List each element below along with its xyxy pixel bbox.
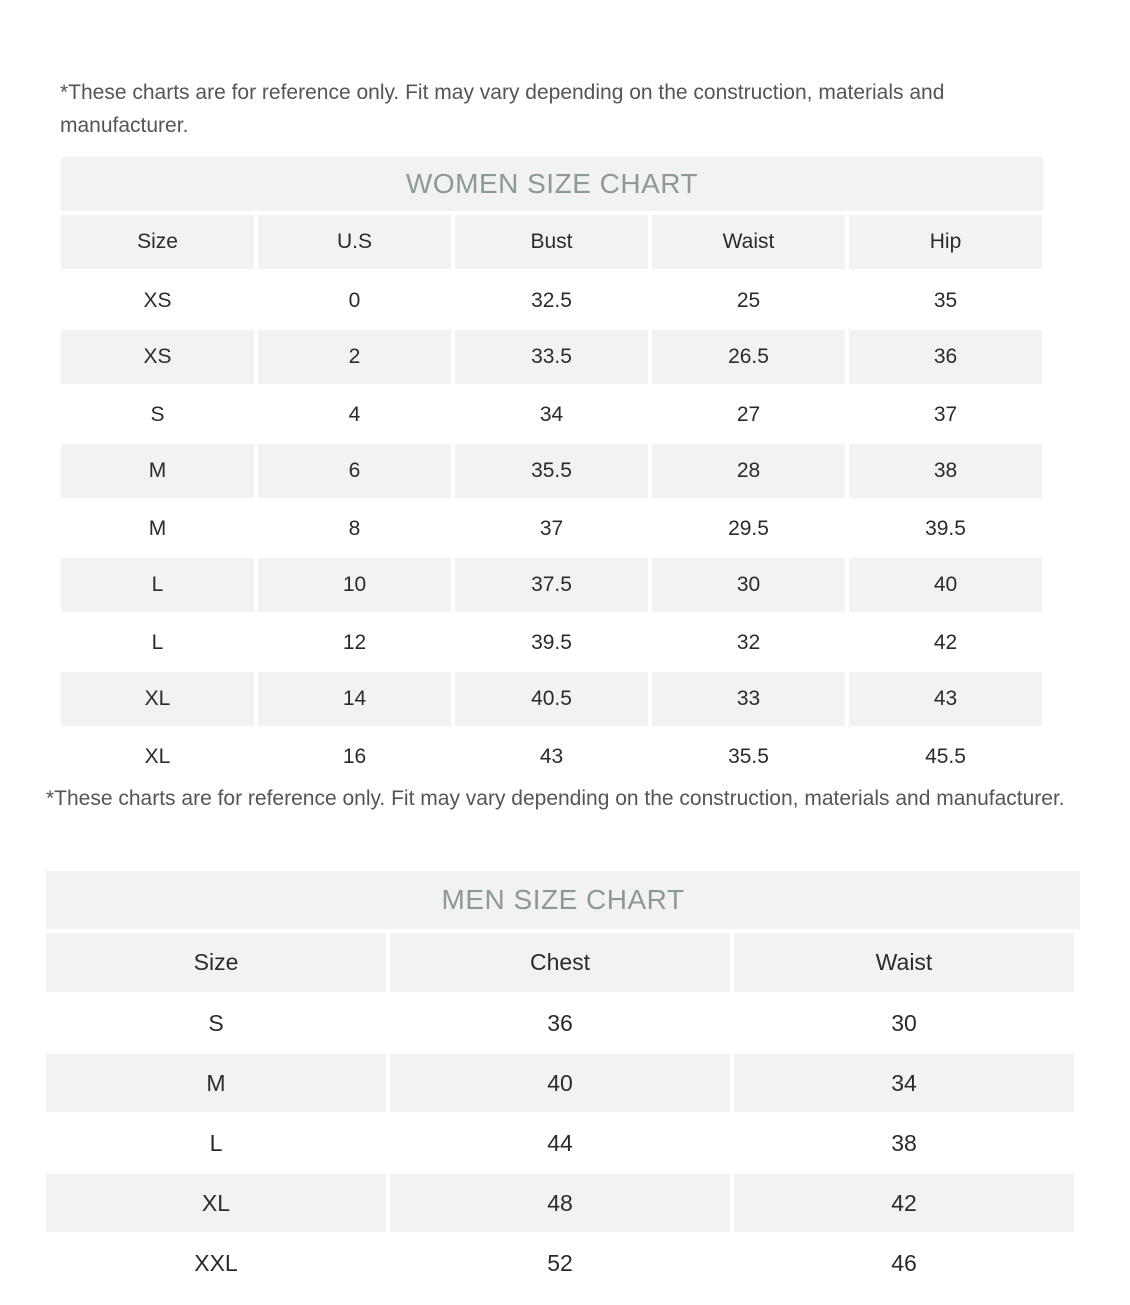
table-cell: L [151,631,164,654]
women-size-chart [61,157,1043,785]
table-row [61,386,1043,443]
table-cell: 30 [652,558,845,612]
table-cell: 0 [348,289,361,312]
table-cell: S [150,403,165,426]
men-size-chart [46,871,1080,1293]
table-cell: 38 [891,1130,917,1156]
table-cell: 34 [734,1054,1074,1112]
table-cell: 52 [547,1250,573,1276]
table-cell: L [209,1130,223,1156]
table-row [61,557,1043,614]
table-cell: XL [61,672,254,726]
table-cell: 40.5 [455,672,648,726]
header-size: Size [61,215,254,269]
table-cell: 44 [547,1130,573,1156]
table-row [61,272,1043,329]
table-cell: 32.5 [531,289,572,312]
table-cell: 6 [258,444,451,498]
table-cell: M [148,517,167,540]
table-cell: M [61,444,254,498]
table-row [61,728,1043,785]
header-waist: Waist [734,933,1074,992]
table-cell: 32 [736,631,761,654]
table-cell: 36 [547,1010,573,1036]
men-reference-note: *These charts are for reference only. Fit may vary depending on the construction, materials and manufacturer. [46,787,1065,810]
table-cell: 16 [342,745,367,768]
table-row [61,443,1043,500]
table-cell: 26.5 [652,330,845,384]
header-chest: Chest [390,933,730,992]
table-cell: 29.5 [728,517,769,540]
table-row [61,329,1043,386]
table-row [46,993,1080,1053]
table-cell: 27 [736,403,761,426]
table-cell: 35.5 [455,444,648,498]
table-cell: 46 [891,1250,917,1276]
table-cell: 10 [258,558,451,612]
table-cell: 28 [652,444,845,498]
table-row [61,671,1043,728]
table-cell: 14 [258,672,451,726]
header-size: Size [46,933,386,992]
header-us: U.S [258,215,451,269]
table-cell: L [61,558,254,612]
table-row [46,1053,1080,1113]
header-waist: Waist [652,215,845,269]
table-cell: 40 [390,1054,730,1112]
table-cell: M [46,1054,386,1112]
table-cell: 35.5 [728,745,769,768]
men-chart-title: MEN SIZE CHART [46,871,1080,929]
table-cell: 37 [933,403,958,426]
table-cell: XL [46,1174,386,1232]
table-cell: 48 [390,1174,730,1232]
women-chart-title: WOMEN SIZE CHART [61,157,1043,211]
table-row [61,500,1043,557]
table-cell: 12 [342,631,367,654]
table-row [61,614,1043,671]
men-table-body [46,993,1080,1293]
table-cell: XL [144,745,171,768]
table-cell: 43 [539,745,564,768]
table-cell: 33 [652,672,845,726]
table-cell: 45.5 [925,745,966,768]
table-cell: XS [143,289,172,312]
table-cell: 42 [734,1174,1074,1232]
table-row [46,1113,1080,1173]
table-cell: 2 [258,330,451,384]
table-cell: 38 [849,444,1042,498]
header-hip: Hip [849,215,1042,269]
table-cell: 37.5 [455,558,648,612]
table-cell: S [208,1010,224,1036]
table-cell: XXL [194,1250,238,1276]
table-cell: 42 [933,631,958,654]
women-reference-note: *These charts are for reference only. Fit may vary depending on the construction, materials and manufacturer. [60,81,945,137]
header-bust: Bust [455,215,648,269]
women-table-body [61,272,1043,785]
table-cell: XS [61,330,254,384]
table-cell: 4 [348,403,361,426]
table-cell: 8 [348,517,361,540]
table-cell: 34 [539,403,564,426]
table-cell: 39.5 [925,517,966,540]
table-cell: 30 [891,1010,917,1036]
table-cell: 43 [849,672,1042,726]
table-cell: 37 [539,517,564,540]
table-cell: 35 [933,289,958,312]
women-header-row [61,215,1043,269]
men-header-row [46,933,1080,992]
table-cell: 36 [849,330,1042,384]
table-row [46,1173,1080,1233]
table-cell: 25 [736,289,761,312]
table-cell: 39.5 [531,631,572,654]
table-row [46,1233,1080,1293]
table-cell: 40 [849,558,1042,612]
table-cell: 33.5 [455,330,648,384]
